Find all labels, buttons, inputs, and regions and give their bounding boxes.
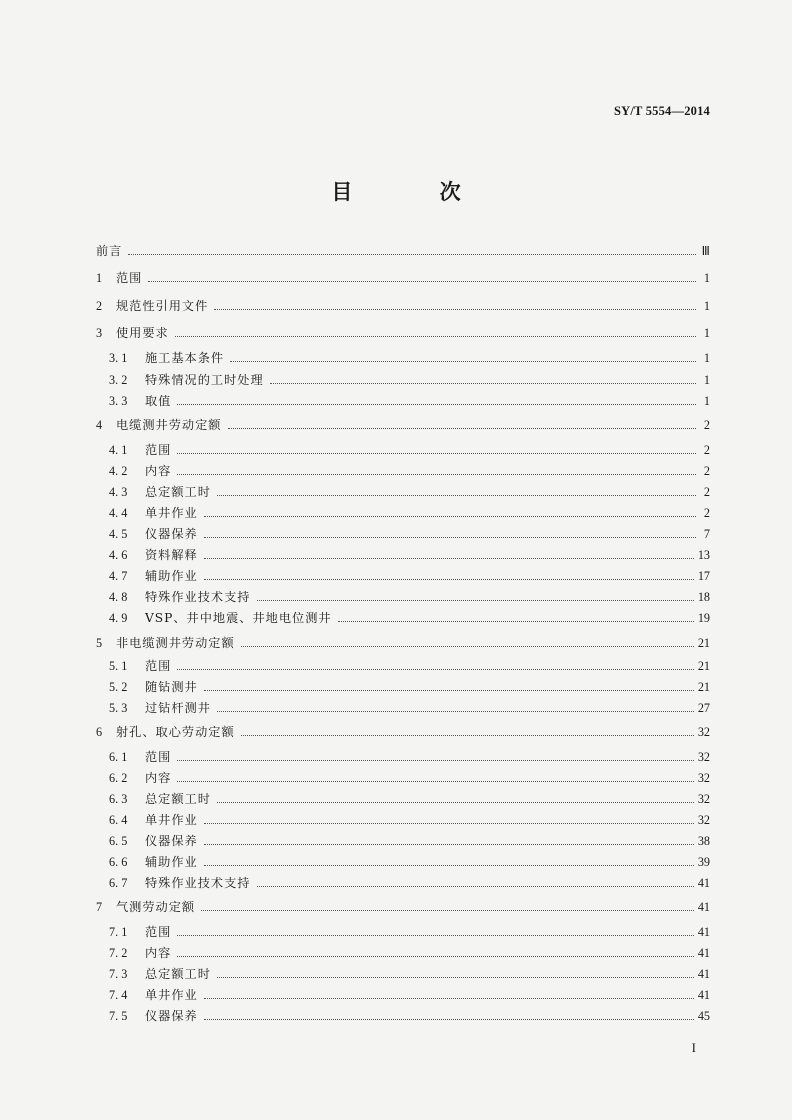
toc-entry[interactable] bbox=[96, 701, 712, 715]
toc-entry[interactable] bbox=[96, 464, 712, 478]
toc-entry-number: 6. 5 bbox=[109, 834, 128, 848]
toc-entry-label: 非电缆测井劳动定额 bbox=[116, 636, 235, 650]
toc-entry-label: 过钻杆测井 bbox=[145, 701, 211, 715]
toc-entry[interactable] bbox=[96, 244, 712, 258]
toc-entry-page: 41 bbox=[697, 900, 710, 914]
toc-entry-label: 仪器保养 bbox=[145, 1009, 198, 1023]
toc-entry[interactable] bbox=[96, 725, 712, 739]
toc-entry-number: 7. 5 bbox=[109, 1009, 128, 1023]
toc-entry-number: 4. 7 bbox=[109, 569, 128, 583]
toc-entry-label: 电缆测井劳动定额 bbox=[116, 418, 222, 432]
toc-entry-page: 32 bbox=[697, 725, 710, 739]
toc-entry[interactable] bbox=[96, 611, 712, 625]
toc-entry-page: 2 bbox=[703, 506, 710, 520]
toc-dot-leader bbox=[230, 361, 696, 362]
toc-entry[interactable] bbox=[96, 946, 712, 960]
toc-entry-number: 5. 2 bbox=[109, 680, 128, 694]
toc-dot-leader bbox=[204, 865, 694, 866]
toc-entry-page: 32 bbox=[697, 750, 710, 764]
toc-entry-number: 3. 2 bbox=[109, 373, 128, 387]
toc-entry-page: Ⅲ bbox=[701, 244, 710, 258]
toc-entry-page: 41 bbox=[697, 876, 710, 890]
toc-entry[interactable] bbox=[96, 299, 712, 313]
toc-dot-leader bbox=[217, 802, 694, 803]
toc-entry-label: 范围 bbox=[145, 750, 172, 764]
toc-entry[interactable] bbox=[96, 590, 712, 604]
toc-entry-number: 2 bbox=[96, 299, 103, 313]
toc-entry-label: 总定额工时 bbox=[145, 792, 211, 806]
toc-entry-page: 17 bbox=[697, 569, 710, 583]
toc-entry-number: 6. 6 bbox=[109, 855, 128, 869]
toc-entry-number: 3. 1 bbox=[109, 351, 128, 365]
toc-entry[interactable] bbox=[96, 506, 712, 520]
toc-entry-page: 41 bbox=[697, 925, 710, 939]
toc-entry[interactable] bbox=[96, 443, 712, 457]
toc-entry[interactable] bbox=[96, 418, 712, 432]
toc-entry-number: 4. 9 bbox=[109, 611, 128, 625]
toc-entry-label: 范围 bbox=[145, 443, 172, 457]
toc-entry-number: 7. 3 bbox=[109, 967, 128, 981]
toc-entry-page: 41 bbox=[697, 967, 710, 981]
toc-entry-number: 6. 3 bbox=[109, 792, 128, 806]
toc-entry-page: 32 bbox=[697, 771, 710, 785]
toc-dot-leader bbox=[201, 910, 694, 911]
toc-entry-label: 特殊作业技术支持 bbox=[145, 876, 251, 890]
toc-entry-label: 资料解释 bbox=[145, 548, 198, 562]
toc-dot-leader bbox=[204, 558, 694, 559]
toc-entry-page: 2 bbox=[703, 485, 710, 499]
toc-dot-leader bbox=[228, 428, 697, 429]
toc-entry-number: 4. 8 bbox=[109, 590, 128, 604]
toc-entry-page: 1 bbox=[703, 351, 710, 365]
toc-entry-label: 范围 bbox=[145, 659, 172, 673]
toc-entry-page: 27 bbox=[697, 701, 710, 715]
toc-entry-label: 总定额工时 bbox=[145, 485, 211, 499]
toc-entry-page: 32 bbox=[697, 792, 710, 806]
page-title: 目 次 bbox=[331, 179, 501, 204]
toc-entry-number: 4. 3 bbox=[109, 485, 128, 499]
toc-entry-label: 内容 bbox=[145, 771, 172, 785]
toc-entry[interactable] bbox=[96, 834, 712, 848]
toc-entry-page: 45 bbox=[697, 1009, 710, 1023]
toc-dot-leader bbox=[257, 886, 694, 887]
toc-entry[interactable] bbox=[96, 988, 712, 1002]
toc-dot-leader bbox=[177, 935, 693, 936]
toc-entry-label: 前言 bbox=[96, 244, 123, 258]
toc-entry[interactable] bbox=[96, 771, 712, 785]
toc-dot-leader bbox=[217, 711, 694, 712]
toc-dot-leader bbox=[241, 735, 694, 736]
toc-entry-number: 4. 2 bbox=[109, 464, 128, 478]
toc-entry[interactable] bbox=[96, 394, 712, 408]
toc-entry-page: 2 bbox=[703, 443, 710, 457]
toc-entry-label: 单井作业 bbox=[145, 813, 198, 827]
toc-entry-page: 32 bbox=[697, 813, 710, 827]
toc-entry-page: 2 bbox=[703, 418, 710, 432]
toc-entry-page: 21 bbox=[697, 659, 710, 673]
toc-entry-number: 3. 3 bbox=[109, 394, 128, 408]
toc-entry-label: 随钻测井 bbox=[145, 680, 198, 694]
toc-entry-page: 18 bbox=[697, 590, 710, 604]
toc-entry-page: 1 bbox=[703, 373, 710, 387]
toc-dot-leader bbox=[217, 495, 696, 496]
toc-entry[interactable] bbox=[96, 351, 712, 365]
toc-entry-label: 单井作业 bbox=[145, 506, 198, 520]
toc-entry-number: 4. 4 bbox=[109, 506, 128, 520]
toc-entry-label: 规范性引用文件 bbox=[116, 299, 209, 313]
toc-dot-leader bbox=[241, 646, 694, 647]
toc-entry-label: VSP、井中地震、井地电位测井 bbox=[145, 611, 332, 625]
toc-entry-label: 内容 bbox=[145, 464, 172, 478]
toc-entry-label: 气测劳动定额 bbox=[116, 900, 196, 914]
toc-entry[interactable] bbox=[96, 569, 712, 583]
toc-entry-label: 仪器保养 bbox=[145, 834, 198, 848]
toc-entry-page: 21 bbox=[697, 636, 710, 650]
toc-dot-leader bbox=[214, 309, 696, 310]
toc-entry[interactable] bbox=[96, 548, 712, 562]
toc-entry[interactable] bbox=[96, 900, 712, 914]
toc-entry-number: 6. 2 bbox=[109, 771, 128, 785]
toc-entry-number: 6. 7 bbox=[109, 876, 128, 890]
toc-dot-leader bbox=[177, 781, 693, 782]
toc-entry-page: 13 bbox=[697, 548, 710, 562]
toc-entry-page: 19 bbox=[697, 611, 710, 625]
toc-entry-page: 41 bbox=[697, 988, 710, 1002]
toc-entry-number: 1 bbox=[96, 271, 103, 285]
toc-dot-leader bbox=[338, 621, 694, 622]
toc-entry-label: 总定额工时 bbox=[145, 967, 211, 981]
toc-entry[interactable] bbox=[96, 1009, 712, 1023]
toc-entry[interactable] bbox=[96, 750, 712, 764]
toc-dot-leader bbox=[204, 516, 696, 517]
toc-entry-label: 施工基本条件 bbox=[145, 351, 225, 365]
toc-entry-page: 1 bbox=[703, 299, 710, 313]
toc-dot-leader bbox=[204, 690, 694, 691]
toc-dot-leader bbox=[177, 474, 696, 475]
toc-dot-leader bbox=[128, 254, 696, 255]
page-number: I bbox=[691, 1040, 696, 1055]
toc-entry-label: 取值 bbox=[145, 394, 172, 408]
toc-dot-leader bbox=[204, 579, 694, 580]
toc-entry[interactable] bbox=[96, 680, 712, 694]
toc-dot-leader bbox=[204, 823, 694, 824]
toc-dot-leader bbox=[204, 998, 694, 999]
toc-entry-label: 辅助作业 bbox=[145, 569, 198, 583]
toc-entry[interactable] bbox=[96, 271, 712, 285]
toc-entry-label: 使用要求 bbox=[116, 326, 169, 340]
toc-dot-leader bbox=[177, 956, 693, 957]
toc-entry-label: 单井作业 bbox=[145, 988, 198, 1002]
toc-entry-label: 范围 bbox=[116, 271, 143, 285]
toc-entry[interactable] bbox=[96, 485, 712, 499]
toc-entry[interactable] bbox=[96, 967, 712, 981]
toc-dot-leader bbox=[257, 600, 694, 601]
toc-entry-number: 6. 4 bbox=[109, 813, 128, 827]
toc-entry-number: 7. 4 bbox=[109, 988, 128, 1002]
toc-dot-leader bbox=[204, 1019, 694, 1020]
toc-entry-page: 39 bbox=[697, 855, 710, 869]
toc-entry-number: 7 bbox=[96, 900, 103, 914]
toc-entry[interactable] bbox=[96, 527, 712, 541]
toc-entry-number: 5. 3 bbox=[109, 701, 128, 715]
toc-entry-label: 辅助作业 bbox=[145, 855, 198, 869]
toc-entry-label: 射孔、取心劳动定额 bbox=[116, 725, 235, 739]
toc-dot-leader bbox=[148, 281, 696, 282]
toc-entry-page: 38 bbox=[697, 834, 710, 848]
toc-entry-page: 1 bbox=[703, 394, 710, 408]
toc-dot-leader bbox=[177, 760, 693, 761]
toc-entry[interactable] bbox=[96, 636, 712, 650]
toc-entry[interactable] bbox=[96, 326, 712, 340]
toc-entry-number: 5. 1 bbox=[109, 659, 128, 673]
toc-entry-number: 7. 1 bbox=[109, 925, 128, 939]
toc-entry[interactable] bbox=[96, 855, 712, 869]
toc-entry-number: 6 bbox=[96, 725, 103, 739]
toc-dot-leader bbox=[204, 844, 694, 845]
toc-entry[interactable] bbox=[96, 659, 712, 673]
toc-entry-number: 7. 2 bbox=[109, 946, 128, 960]
toc-entry-label: 特殊作业技术支持 bbox=[145, 590, 251, 604]
toc-entry-page: 1 bbox=[703, 326, 710, 340]
toc-entry-number: 4. 5 bbox=[109, 527, 128, 541]
toc-entry-page: 2 bbox=[703, 464, 710, 478]
toc-entry[interactable] bbox=[96, 876, 712, 890]
toc-entry-label: 范围 bbox=[145, 925, 172, 939]
standard-code: SY/T 5554—2014 bbox=[614, 104, 710, 118]
toc-dot-leader bbox=[175, 336, 696, 337]
toc-entry[interactable] bbox=[96, 813, 712, 827]
toc-dot-leader bbox=[177, 404, 696, 405]
toc-entry[interactable] bbox=[96, 792, 712, 806]
toc-dot-leader bbox=[204, 537, 696, 538]
toc-dot-leader bbox=[177, 453, 696, 454]
toc-dot-leader bbox=[270, 383, 696, 384]
toc-entry-number: 4. 6 bbox=[109, 548, 128, 562]
toc-entry-number: 6. 1 bbox=[109, 750, 128, 764]
toc-entry-page: 41 bbox=[697, 946, 710, 960]
toc-entry-number: 3 bbox=[96, 326, 103, 340]
toc-dot-leader bbox=[177, 669, 693, 670]
toc-entry-number: 4 bbox=[96, 418, 103, 432]
toc-entry-label: 特殊情况的工时处理 bbox=[145, 373, 264, 387]
toc-entry-number: 5 bbox=[96, 636, 103, 650]
toc-entry[interactable] bbox=[96, 925, 712, 939]
toc-entry[interactable] bbox=[96, 373, 712, 387]
toc-entry-number: 4. 1 bbox=[109, 443, 128, 457]
toc-entry-page: 21 bbox=[697, 680, 710, 694]
toc-entry-label: 内容 bbox=[145, 946, 172, 960]
toc-entry-page: 1 bbox=[703, 271, 710, 285]
toc-entry-page: 7 bbox=[703, 527, 710, 541]
toc-dot-leader bbox=[217, 977, 694, 978]
toc-entry-label: 仪器保养 bbox=[145, 527, 198, 541]
